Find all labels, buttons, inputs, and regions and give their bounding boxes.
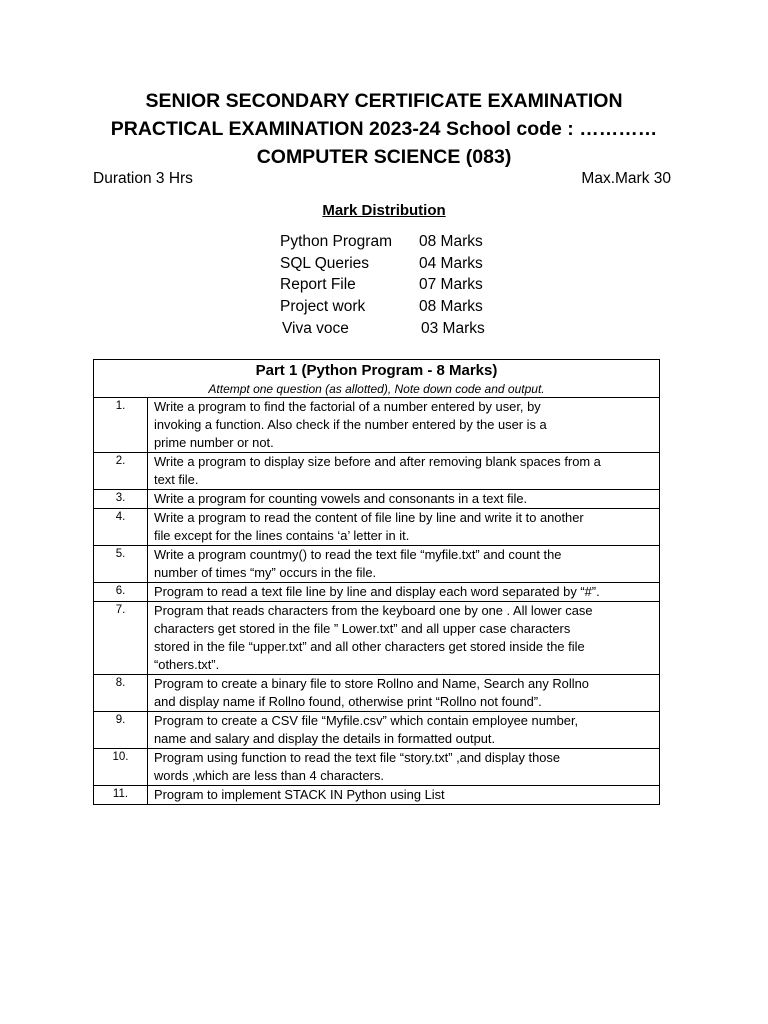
question-line: “others.txt”. — [154, 657, 220, 672]
table-row — [94, 749, 660, 786]
question-number: 4. — [94, 509, 148, 546]
question-number: 1. — [94, 398, 148, 453]
question-line: Write a program to display size before and after removing blank spaces from a — [154, 454, 601, 469]
question-line: Program to create a binary file to store Rollno and Name, Search any Rollno — [154, 676, 589, 691]
table-row — [94, 546, 660, 583]
question-number: 2. — [94, 453, 148, 490]
question-number: 8. — [94, 675, 148, 712]
exam-subtitle: PRACTICAL EXAMINATION 2023-24 School code : ………… — [110, 118, 658, 140]
table-row — [94, 490, 660, 509]
question-line: file except for the lines contains ‘a’ letter in it. — [154, 528, 410, 543]
question-text — [148, 398, 660, 453]
component-marks: 04 Marks — [419, 254, 483, 272]
table-row — [94, 583, 660, 602]
component-marks: 08 Marks — [419, 298, 483, 316]
question-text — [148, 453, 660, 490]
question-line: prime number or not. — [154, 435, 274, 450]
question-line: Program using function to read the text file “story.txt” ,and display those — [154, 750, 561, 765]
component-label: Python Program — [280, 233, 392, 250]
question-line: Write a program countmy() to read the text file “myfile.txt” and count the — [154, 547, 562, 562]
component-marks: 08 Marks — [419, 233, 483, 250]
question-text — [148, 749, 660, 786]
table-row — [94, 786, 660, 805]
question-line: Write a program to find the factorial of a number entered by user, by — [154, 399, 541, 414]
component-marks: 03 Marks — [421, 319, 485, 337]
question-line: number of times “my” occurs in the file. — [154, 565, 377, 580]
subject-title: COMPUTER SCIENCE (083) — [256, 146, 512, 168]
mark-distribution-heading: Mark Distribution — [322, 202, 446, 219]
component-label: Viva voce — [282, 319, 349, 337]
question-line: Program to read a text file line by line and display each word separated by “#”. — [154, 584, 600, 599]
max-mark-text: Max.Mark 30 — [581, 170, 671, 187]
question-number: 10. — [94, 749, 148, 786]
question-line: text file. — [154, 472, 199, 487]
table-header-cell — [94, 360, 660, 398]
table-row — [94, 398, 660, 453]
question-text — [148, 712, 660, 749]
questions-table — [93, 359, 660, 805]
question-text — [148, 509, 660, 546]
part-instruction: Attempt one question (as allotted), Note down code and output. — [208, 382, 545, 396]
question-number: 6. — [94, 583, 148, 602]
question-number: 5. — [94, 546, 148, 583]
table-row — [94, 675, 660, 712]
question-number: 7. — [94, 602, 148, 675]
table-row — [94, 509, 660, 546]
table-row — [94, 453, 660, 490]
component-label: SQL Queries — [280, 254, 370, 272]
question-text — [148, 583, 660, 602]
question-line: Program that reads characters from the keyboard one by one . All lower case — [154, 603, 593, 618]
exam-title: SENIOR SECONDARY CERTIFICATE EXAMINATION — [145, 90, 623, 112]
table-header-row — [94, 360, 660, 398]
question-line: stored in the file “upper.txt” and all other characters get stored inside the file — [154, 639, 585, 654]
question-line: words ,which are less than 4 characters. — [154, 768, 384, 783]
question-line: name and salary and display the details in formatted output. — [154, 731, 496, 746]
question-line: Program to create a CSV file “Myfile.csv” which contain employee number, — [154, 713, 579, 728]
component-label: Project work — [280, 298, 366, 316]
question-line: Program to implement STACK IN Python using List — [154, 787, 445, 802]
question-text — [148, 602, 660, 675]
question-text — [148, 546, 660, 583]
part-title: Part 1 (Python Program - 8 Marks) — [255, 362, 498, 379]
question-number: 11. — [94, 786, 148, 805]
component-marks: 07 Marks — [419, 276, 483, 294]
question-line: Write a program for counting vowels and consonants in a text file. — [154, 491, 528, 506]
question-line: and display name if Rollno found, otherwise print “Rollno not found”. — [154, 694, 542, 709]
question-line: invoking a function. Also check if the number entered by the user is a — [154, 417, 547, 432]
component-label: Report File — [280, 276, 356, 294]
duration-text: Duration 3 Hrs — [93, 170, 193, 187]
table-row — [94, 712, 660, 749]
question-line: Write a program to read the content of file line by line and write it to another — [154, 510, 584, 525]
question-text — [148, 786, 660, 805]
question-line: characters get stored in the file ” Lower.txt” and all upper case characters — [154, 621, 571, 636]
question-text — [148, 490, 660, 509]
question-number: 9. — [94, 712, 148, 749]
table-row — [94, 602, 660, 675]
question-number: 3. — [94, 490, 148, 509]
question-text — [148, 675, 660, 712]
